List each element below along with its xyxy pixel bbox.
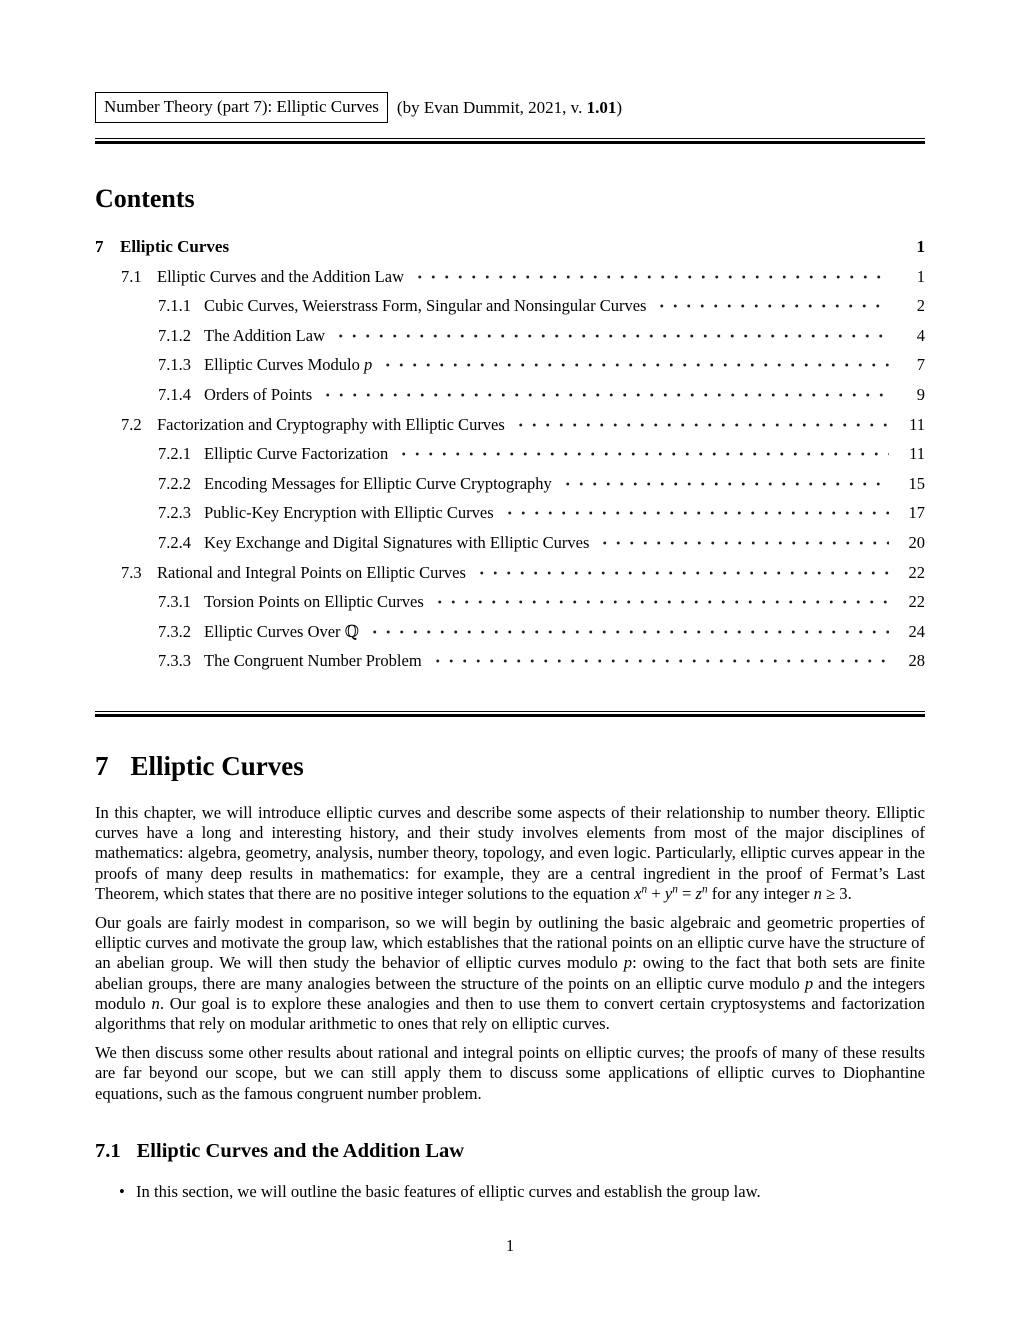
toc-entry[interactable]: [95, 296, 925, 326]
toc-title: Elliptic Curves: [120, 237, 230, 257]
toc-leader-dots: [379, 356, 889, 371]
toc-number: 7.1.4: [158, 384, 191, 404]
toc-title: Torsion Points on Elliptic Curves: [204, 592, 424, 612]
toc-page-number: 24: [908, 621, 925, 641]
section-title: Elliptic Curves: [130, 750, 304, 781]
toc-title: Encoding Messages for Elliptic Curve Cryptography: [204, 473, 552, 493]
subsection-bullet-list: [95, 1182, 925, 1202]
header-byline: (by Evan Dummit, 2021, v. 1.01): [396, 97, 622, 117]
document-header: [95, 92, 925, 123]
toc-page-number: 4: [916, 325, 925, 345]
toc-page-number: 15: [908, 473, 925, 493]
toc-page-number: 22: [908, 562, 925, 582]
toc-leader-dots: [236, 237, 889, 252]
toc-page-number: 11: [909, 414, 925, 434]
toc-leader-dots: [429, 651, 889, 666]
toc-title: The Congruent Number Problem: [204, 651, 422, 671]
toc-entry[interactable]: [95, 563, 925, 593]
toc-leader-dots: [319, 385, 889, 400]
toc-title: The Addition Law: [204, 325, 325, 345]
toc-title: Rational and Integral Points on Elliptic Curves: [157, 562, 466, 582]
toc-title: Elliptic Curves Modulo p: [204, 355, 373, 375]
toc-number: 7.3: [121, 562, 142, 582]
toc-page-number: 20: [908, 532, 925, 552]
toc-title: Key Exchange and Digital Signatures with Elliptic Curves: [204, 532, 590, 552]
toc-leader-dots: [332, 326, 889, 341]
toc-title: Public-Key Encryption with Elliptic Curves: [204, 503, 494, 523]
toc-entry[interactable]: [95, 651, 925, 681]
toc-title: Factorization and Cryptography with Elliptic Curves: [157, 414, 505, 434]
toc-entry[interactable]: [95, 444, 925, 474]
toc-entry[interactable]: [95, 267, 925, 297]
paragraph: We then discuss some other results about rational and integral points on elliptic curves; the proofs of many of these results are far beyond our scope, but we can still apply them to discuss some applications of elliptic curves to Diophantine equations, such as the famous congruent number problem.: [95, 1043, 925, 1103]
contents-heading: Contents: [95, 184, 195, 213]
toc-entry[interactable]: [95, 237, 925, 267]
toc-title: Elliptic Curve Factorization: [204, 444, 389, 464]
subsection-heading: [95, 1140, 925, 1163]
toc-entry[interactable]: [95, 385, 925, 415]
paragraph: Our goals are fairly modest in comparison, so we will begin by outlining the basic algebraic and geometric properties of elliptic curves and motivate the group law, which establishes that the rational points on an elliptic curve have the structure of an abelian group. We will then study the behavior of elliptic curves modulo p: owing to the fact that both sets are finite abelian groups, there are many analogies between the structure of the points on an elliptic curve modulo p and the integers modulo n. Our goal is to explore these analogies and then to use them to convert certain cryptosystems and factorization algorithms that rely on modular arithmetic to ones that rely on elliptic curves.: [95, 912, 925, 1033]
toc-entry[interactable]: [95, 503, 925, 533]
toc-title: Orders of Points: [204, 384, 313, 404]
toc-number: 7.2.3: [158, 503, 191, 523]
toc-leader-dots: [395, 444, 889, 459]
toc-page-number: 7: [916, 355, 925, 375]
bullet-icon: •: [119, 1181, 125, 1201]
toc-number: 7.1.2: [158, 325, 191, 345]
toc-leader-dots: [366, 622, 889, 637]
toc-page-number: 17: [908, 503, 925, 523]
toc-title: Elliptic Curves and the Addition Law: [157, 266, 405, 286]
toc-leader-dots: [473, 563, 889, 578]
section-heading: [95, 751, 925, 782]
toc-leader-dots: [411, 267, 889, 282]
toc-entry[interactable]: [95, 326, 925, 356]
paragraph: In this chapter, we will introduce elliptic curves and describe some aspects of their relationship to number theory. Elliptic curves have a long and interesting history, and their study involves elements from most of the major disciplines of mathematics: algebra, geometry, analysis, number theory, topology, and even logic. Particularly, elliptic curves appear in the proofs of many deep results in mathematics: for example, they are a central ingredient in the proof of Fermat’s Last Theorem, which states that there are no positive integer solutions to the equation $x^n + y^n = z^n$ for any integer n ≥ 3.: [95, 802, 925, 903]
toc-leader-dots: [431, 592, 889, 607]
toc-number: 7.1: [121, 266, 142, 286]
toc-entry[interactable]: [95, 415, 925, 445]
toc-number: 7.3.2: [158, 621, 191, 641]
mid-double-rule: [95, 711, 925, 717]
toc-leader-dots: [512, 415, 889, 430]
toc-page-number: 22: [908, 592, 925, 612]
toc-number: 7.2.1: [158, 444, 191, 464]
toc-number: 7.1.3: [158, 355, 191, 375]
toc-entry[interactable]: [95, 355, 925, 385]
boxed-title: Number Theory (part 7): Elliptic Curves: [95, 92, 388, 123]
section-number: 7: [95, 750, 109, 781]
toc-entry[interactable]: [95, 533, 925, 563]
toc-entry[interactable]: [95, 592, 925, 622]
bullet-text: In this section, we will outline the basic features of elliptic curves and establish the group law.: [136, 1181, 761, 1201]
toc-leader-dots: [653, 296, 889, 311]
section-paragraphs: [95, 803, 925, 1104]
toc-number: 7.3.3: [158, 651, 191, 671]
top-double-rule: [95, 138, 925, 144]
toc-entry[interactable]: [95, 474, 925, 504]
toc-number: 7: [95, 237, 104, 257]
toc-page-number: 28: [908, 651, 925, 671]
toc-leader-dots: [596, 533, 889, 548]
toc-number: 7.2.2: [158, 473, 191, 493]
toc-number: 7.2: [121, 414, 142, 434]
bullet-item: [95, 1182, 925, 1202]
toc-title: Cubic Curves, Weierstrass Form, Singular and Nonsingular Curves: [204, 296, 647, 316]
toc-number: 7.2.4: [158, 532, 191, 552]
toc-page-number: 2: [916, 296, 925, 316]
toc-list: [95, 237, 925, 681]
subsection-title: Elliptic Curves and the Addition Law: [136, 1139, 465, 1162]
toc-page-number: 1: [916, 237, 925, 257]
toc-entry[interactable]: [95, 622, 925, 652]
toc-number: 7.1.1: [158, 296, 191, 316]
subsection-number: 7.1: [95, 1139, 121, 1162]
toc-title: Elliptic Curves Over ℚ: [204, 621, 360, 641]
toc-page-number: 11: [909, 444, 925, 464]
toc-page-number: 9: [916, 384, 925, 404]
toc-number: 7.3.1: [158, 592, 191, 612]
toc-leader-dots: [559, 474, 889, 489]
toc-page-number: 1: [916, 266, 925, 286]
toc-leader-dots: [501, 504, 889, 519]
page-number-footer: 1: [505, 1235, 515, 1255]
